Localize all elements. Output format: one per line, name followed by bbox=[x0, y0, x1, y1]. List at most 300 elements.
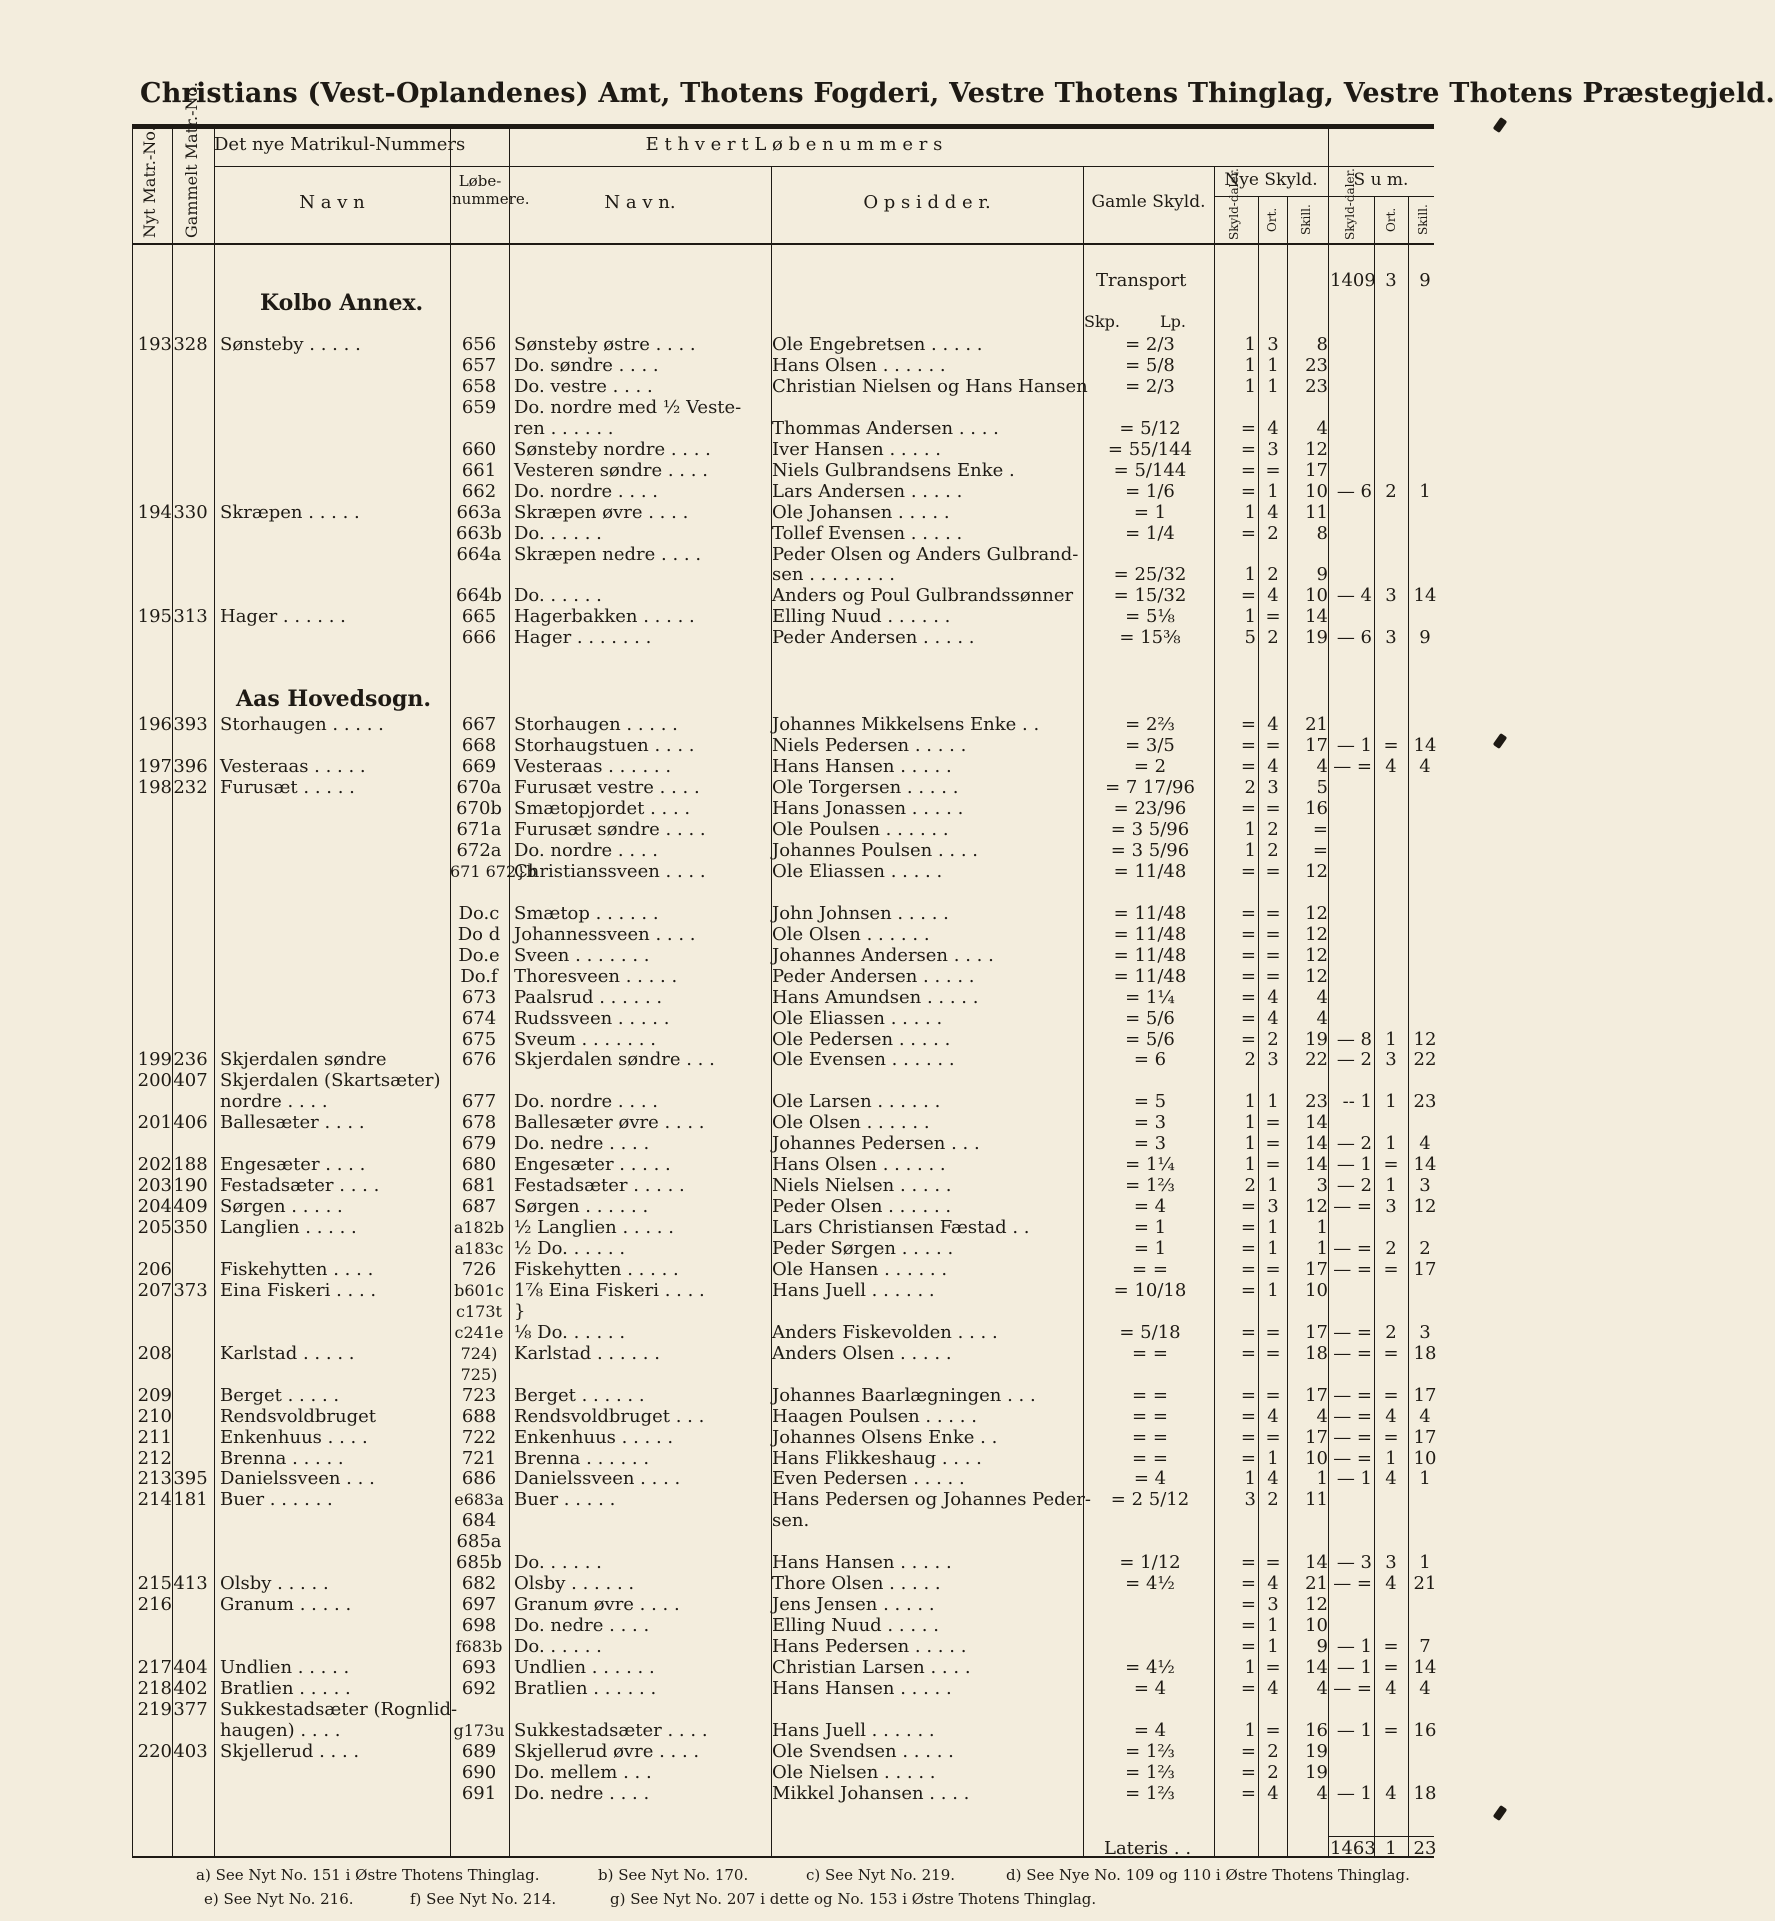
cell-s3: 3 bbox=[1419, 1175, 1431, 1197]
cell-s1: — 6 bbox=[1336, 480, 1372, 502]
cell-gam bbox=[168, 1343, 213, 1365]
cell-opsid: Johannes Olsens Enke . . bbox=[772, 1426, 998, 1448]
cell-s2: 1 bbox=[1385, 1447, 1397, 1469]
cell-s2 bbox=[1376, 376, 1406, 398]
cell-gs: = 1 bbox=[1133, 1217, 1167, 1239]
cell-lname bbox=[514, 882, 769, 904]
cell-n1: = bbox=[1240, 1384, 1256, 1406]
cell-n2: 1 bbox=[1267, 1217, 1279, 1239]
cell-name: Sukkestadsæter (Rognlid- bbox=[220, 1698, 458, 1720]
cell-n3: 4 bbox=[1316, 1782, 1328, 1804]
cell-nyt: 219 bbox=[137, 1698, 172, 1720]
cell-nyt bbox=[130, 903, 172, 925]
cell-nyt bbox=[130, 523, 172, 545]
cell-lob: 671a bbox=[456, 819, 502, 840]
cell-lob: 658 bbox=[461, 375, 497, 397]
cell-nyt bbox=[130, 1322, 172, 1344]
cell-lname: Bratlien . . . . . . bbox=[514, 1677, 657, 1699]
cell-opsid: Hans Jonassen . . . . . bbox=[772, 798, 964, 820]
cell-nyt bbox=[130, 1238, 172, 1260]
footnote-d: d) See Nye No. 109 og 110 i Østre Thotens Thinglag. bbox=[1006, 1866, 1410, 1884]
cell-n3 bbox=[1288, 1510, 1328, 1532]
cell-name bbox=[220, 903, 450, 925]
cell-name bbox=[220, 1636, 450, 1658]
col-line-7 bbox=[1214, 166, 1215, 1856]
cell-lname: Do. søndre . . . . bbox=[514, 354, 659, 376]
header-nye-daler: Skyld-daler. bbox=[1227, 168, 1241, 240]
ink-mark bbox=[1493, 117, 1508, 133]
cell-s1 bbox=[1330, 1280, 1372, 1302]
cell-s1: — = bbox=[1333, 756, 1372, 778]
cell-lname: Olsby . . . . . . bbox=[514, 1573, 635, 1595]
cell-s2: = bbox=[1383, 1636, 1399, 1658]
cell-s2 bbox=[1376, 439, 1406, 461]
cell-lname: Skjellerud øvre . . . . bbox=[514, 1740, 700, 1762]
cell-lob: 676 bbox=[461, 1049, 497, 1071]
cell-name bbox=[220, 1615, 450, 1637]
cell-n1: 1 bbox=[1244, 1468, 1256, 1490]
cell-name: Engesæter . . . . bbox=[220, 1154, 366, 1176]
cell-s1: — 1 bbox=[1336, 1154, 1372, 1176]
cell-s1: — = bbox=[1333, 1258, 1372, 1280]
cell-n3 bbox=[1288, 397, 1328, 419]
cell-n2: 2 bbox=[1267, 522, 1279, 544]
cell-n1: 1 bbox=[1244, 375, 1256, 397]
cell-lob: 675 bbox=[461, 1028, 497, 1050]
cell-gam bbox=[168, 418, 213, 440]
cell-opsid: Niels Nielsen . . . . . bbox=[772, 1175, 952, 1197]
cell-name: Skræpen . . . . . bbox=[220, 501, 360, 523]
cell-n1: 1 bbox=[1244, 564, 1256, 586]
cell-s1 bbox=[1330, 1531, 1372, 1553]
cell-nyt: 199 bbox=[137, 1049, 172, 1071]
cell-s2: = bbox=[1383, 1342, 1399, 1364]
cell-lname: Storhaugen . . . . . bbox=[514, 714, 678, 736]
cell-s3 bbox=[1410, 1615, 1440, 1637]
cell-n2: = bbox=[1265, 944, 1281, 966]
cell-gs: = 1 bbox=[1133, 501, 1167, 523]
cell-s2 bbox=[1376, 903, 1406, 925]
cell-n3: 10 bbox=[1305, 1615, 1328, 1637]
cell-n3: 10 bbox=[1305, 1279, 1328, 1301]
cell-nyt: 207 bbox=[137, 1279, 172, 1301]
cell-n3 bbox=[1288, 1699, 1328, 1721]
cell-lname: Fiskehytten . . . . . bbox=[514, 1258, 679, 1280]
cell-s2 bbox=[1376, 861, 1406, 883]
cell-n1: = bbox=[1240, 1258, 1256, 1280]
cell-n1: = bbox=[1240, 923, 1256, 945]
cell-gam bbox=[168, 1552, 213, 1574]
cell-lname: Berget . . . . . . bbox=[514, 1384, 645, 1406]
cell-s3: 14 bbox=[1413, 1154, 1437, 1176]
cell-opsid: Ole Larsen . . . . . . bbox=[772, 1091, 941, 1113]
header-nye-ort: Ort. bbox=[1265, 207, 1279, 233]
cell-n1: = bbox=[1240, 1740, 1256, 1762]
cell-n3: 4 bbox=[1316, 756, 1328, 778]
cell-nyt bbox=[130, 1133, 172, 1155]
cell-gs: = 11/48 bbox=[1113, 944, 1187, 966]
cell-opsid: Hans Olsen . . . . . . bbox=[772, 1154, 946, 1176]
cell-gam: 409 bbox=[173, 1196, 208, 1218]
cell-n1: = bbox=[1240, 714, 1256, 736]
cell-opsid: Hans Juell . . . . . . bbox=[772, 1279, 935, 1301]
cell-gam bbox=[168, 1427, 213, 1449]
cell-n3: 4 bbox=[1316, 1405, 1328, 1427]
cell-s1: — 1 bbox=[1336, 1782, 1372, 1804]
cell-s2: 1 bbox=[1385, 1133, 1397, 1155]
cell-opsid: sen . . . . . . . . bbox=[772, 564, 896, 586]
cell-opsid: Ole Svendsen . . . . . bbox=[772, 1740, 954, 1762]
cell-s3 bbox=[1410, 439, 1440, 461]
cell-n3: 12 bbox=[1305, 902, 1328, 924]
cell-name: Storhaugen . . . . . bbox=[220, 714, 384, 736]
cell-nyt bbox=[130, 564, 172, 586]
cell-gs bbox=[1088, 1615, 1212, 1637]
cell-lob: 684 bbox=[461, 1510, 497, 1532]
cell-name bbox=[220, 1531, 450, 1553]
cell-s2 bbox=[1376, 798, 1406, 820]
cell-n2: = bbox=[1265, 1384, 1281, 1406]
cell-name: Langlien . . . . . bbox=[220, 1217, 357, 1239]
cell-s3: 23 bbox=[1413, 1091, 1437, 1113]
cell-s2 bbox=[1376, 1364, 1406, 1386]
header-ethvert: E t h v e r t L ø b e n u m m e r s bbox=[645, 134, 943, 155]
cell-gam: 395 bbox=[173, 1468, 208, 1490]
cell-lob: g173u bbox=[453, 1720, 505, 1740]
cell-lob: 682 bbox=[461, 1573, 497, 1595]
cell-n2 bbox=[1260, 1531, 1286, 1553]
cell-n3: 5 bbox=[1316, 777, 1328, 799]
cell-n1 bbox=[1218, 1510, 1256, 1532]
cell-n1: = bbox=[1240, 1782, 1256, 1804]
cell-nyt bbox=[130, 840, 172, 862]
cell-n1 bbox=[1218, 1531, 1256, 1553]
cell-opsid: Johannes Poulsen . . . . bbox=[772, 839, 978, 861]
cell-n2: 3 bbox=[1267, 334, 1279, 355]
cell-n3: 8 bbox=[1316, 522, 1328, 544]
cell-opsid: Johannes Baarlægningen . . . bbox=[772, 1384, 1036, 1406]
cell-lname: ½ Langlien . . . . . bbox=[514, 1217, 674, 1239]
cell-n1 bbox=[1218, 882, 1256, 904]
cell-s1 bbox=[1330, 1070, 1372, 1092]
cell-opsid: Hans Pedersen . . . . . bbox=[772, 1636, 967, 1658]
cell-s2 bbox=[1376, 1510, 1406, 1532]
cell-n3: 19 bbox=[1305, 1761, 1328, 1783]
cell-s3 bbox=[1410, 1699, 1440, 1721]
cell-s2: 1 bbox=[1385, 1028, 1397, 1050]
cell-lob: 671 672}b bbox=[450, 861, 537, 881]
cell-s1: — 6 bbox=[1336, 627, 1372, 649]
cell-n1: 1 bbox=[1244, 606, 1256, 628]
cell-s1: — 1 bbox=[1336, 1657, 1372, 1678]
cell-opsid: Hans Hansen . . . . . bbox=[772, 1552, 952, 1574]
cell-n1: = bbox=[1240, 417, 1256, 439]
cell-s3 bbox=[1410, 798, 1440, 820]
cell-opsid: Niels Pedersen . . . . . bbox=[772, 735, 967, 757]
unit-skp: Skp. bbox=[1084, 312, 1120, 331]
cell-nyt: 206 bbox=[137, 1258, 172, 1280]
header-subrule-1 bbox=[214, 166, 1434, 167]
cell-lob bbox=[450, 564, 508, 586]
cell-n2: 1 bbox=[1267, 1615, 1279, 1637]
cell-s1 bbox=[1330, 987, 1372, 1009]
cell-lob: a182b bbox=[453, 1218, 505, 1238]
cell-n2: 1 bbox=[1267, 1447, 1279, 1469]
cell-name: Karlstad . . . . . bbox=[220, 1342, 355, 1364]
cell-s2: 3 bbox=[1385, 585, 1397, 607]
cell-s2: = bbox=[1383, 735, 1399, 757]
cell-gam: 328 bbox=[173, 334, 208, 355]
cell-name bbox=[220, 1029, 450, 1051]
cell-gs: = 5⅛ bbox=[1125, 606, 1175, 628]
cell-name: Buer . . . . . . bbox=[220, 1489, 333, 1511]
cell-gam bbox=[168, 1762, 213, 1784]
cell-name: nordre . . . . bbox=[220, 1091, 328, 1113]
cell-n3: 12 bbox=[1305, 860, 1328, 882]
cell-gam: 236 bbox=[173, 1049, 208, 1071]
cell-n3 bbox=[1288, 1531, 1328, 1553]
cell-lname: Do. nedre . . . . bbox=[514, 1782, 650, 1804]
cell-gam bbox=[168, 1510, 213, 1532]
cell-s2 bbox=[1376, 460, 1406, 482]
cell-n2: = bbox=[1265, 1657, 1281, 1678]
cell-n1: = bbox=[1240, 1677, 1256, 1699]
cell-s1 bbox=[1330, 1594, 1372, 1616]
cell-lob: a183c bbox=[454, 1239, 504, 1258]
cell-nyt bbox=[130, 1008, 172, 1030]
cell-gam bbox=[168, 627, 213, 649]
cell-n1: = bbox=[1240, 1279, 1256, 1301]
cell-gam: 406 bbox=[173, 1112, 208, 1134]
cell-opsid bbox=[772, 1699, 1082, 1721]
cell-s2: = bbox=[1383, 1384, 1399, 1406]
cell-n3: 21 bbox=[1305, 1573, 1328, 1595]
cell-s1: — = bbox=[1333, 1447, 1372, 1469]
cell-s2 bbox=[1376, 418, 1406, 440]
cell-s1 bbox=[1330, 903, 1372, 925]
cell-lname bbox=[514, 1364, 769, 1386]
cell-lob: 663b bbox=[456, 522, 502, 544]
cell-name bbox=[220, 924, 450, 946]
cell-s3 bbox=[1410, 1217, 1440, 1239]
cell-s3: 16 bbox=[1413, 1719, 1437, 1741]
cell-n1: = bbox=[1240, 1552, 1256, 1574]
cell-lob: 670b bbox=[456, 798, 502, 820]
cell-gam: 402 bbox=[173, 1677, 208, 1699]
cell-s2: 4 bbox=[1385, 1677, 1397, 1699]
cell-s2 bbox=[1376, 1008, 1406, 1030]
cell-s1: — 2 bbox=[1336, 1049, 1372, 1071]
cell-s3: 17 bbox=[1413, 1426, 1437, 1448]
cell-gam bbox=[168, 1301, 213, 1323]
cell-gs bbox=[1088, 1636, 1212, 1658]
cell-n2: 1 bbox=[1267, 1279, 1279, 1301]
cell-n1: 1 bbox=[1244, 819, 1256, 840]
cell-nyt: 203 bbox=[137, 1175, 172, 1197]
cell-gs: = = bbox=[1132, 1405, 1168, 1427]
cell-lob: 726 bbox=[461, 1258, 497, 1280]
cell-opsid: Peder Andersen . . . . . bbox=[772, 965, 975, 987]
cell-n2: 4 bbox=[1267, 986, 1279, 1008]
cell-n2: = bbox=[1265, 798, 1281, 820]
cell-gs bbox=[1088, 544, 1212, 566]
col-line-10 bbox=[1328, 126, 1329, 1856]
cell-n2: 2 bbox=[1267, 1740, 1279, 1762]
cell-gam bbox=[168, 1531, 213, 1553]
cell-gs: = 3 bbox=[1133, 1133, 1167, 1155]
cell-n3: 19 bbox=[1305, 627, 1328, 649]
cell-gs: = 15/32 bbox=[1113, 585, 1187, 607]
cell-s2 bbox=[1376, 1741, 1406, 1763]
cell-lob bbox=[450, 1070, 508, 1092]
cell-lname: Skjerdalen søndre . . . bbox=[514, 1049, 715, 1071]
cell-opsid: Ole Poulsen . . . . . . bbox=[772, 819, 949, 840]
cell-n3: 4 bbox=[1316, 1007, 1328, 1029]
cell-lname: Brenna . . . . . . bbox=[514, 1447, 650, 1469]
cell-gs bbox=[1088, 882, 1212, 904]
cell-s1 bbox=[1330, 1217, 1372, 1239]
cell-nyt bbox=[130, 439, 172, 461]
cell-lob: 725) bbox=[460, 1364, 498, 1384]
cell-nyt bbox=[130, 1552, 172, 1574]
col-line-11 bbox=[1374, 196, 1375, 1856]
cell-s2: 4 bbox=[1385, 1782, 1397, 1804]
cell-s2 bbox=[1376, 334, 1406, 356]
cell-n3: 12 bbox=[1305, 1594, 1328, 1616]
cell-nyt: 214 bbox=[137, 1489, 172, 1511]
cell-s3: 4 bbox=[1419, 1677, 1431, 1699]
cell-nyt bbox=[130, 1364, 172, 1386]
cell-gam: 404 bbox=[173, 1657, 208, 1678]
col-line-12 bbox=[1408, 196, 1409, 1856]
cell-lname: Do. . . . . . bbox=[514, 585, 602, 607]
cell-lob: 722 bbox=[461, 1426, 497, 1448]
cell-opsid: Ole Hansen . . . . . . bbox=[772, 1258, 948, 1280]
cell-opsid: Thore Olsen . . . . . bbox=[772, 1573, 941, 1595]
cell-nyt bbox=[130, 397, 172, 419]
cell-n3: = bbox=[1312, 839, 1328, 861]
lateris-label: Lateris . . bbox=[1104, 1838, 1192, 1859]
cell-n3: 18 bbox=[1305, 1342, 1328, 1364]
cell-opsid: Peder Olsen og Anders Gulbrand- bbox=[772, 543, 1079, 565]
cell-opsid: Ole Johansen . . . . . bbox=[772, 501, 950, 523]
cell-nyt: 196 bbox=[137, 714, 172, 736]
cell-gs: = 2⅔ bbox=[1125, 714, 1175, 736]
cell-opsid: Niels Gulbrandsens Enke . bbox=[772, 459, 1015, 481]
cell-n3: 14 bbox=[1305, 1657, 1328, 1678]
cell-n1: = bbox=[1240, 1238, 1256, 1259]
cell-s1: — = bbox=[1333, 1426, 1372, 1448]
cell-lob: 674 bbox=[461, 1007, 497, 1029]
cell-s1: — 8 bbox=[1336, 1028, 1372, 1050]
cell-opsid: Hans Juell . . . . . . bbox=[772, 1719, 935, 1741]
cell-nyt bbox=[130, 1531, 172, 1553]
cell-gam bbox=[168, 1720, 213, 1742]
cell-n1: 1 bbox=[1244, 1133, 1256, 1155]
cell-n1: = bbox=[1240, 1028, 1256, 1050]
cell-n1: = bbox=[1240, 585, 1256, 607]
cell-gam: 188 bbox=[173, 1154, 208, 1176]
cell-n2: 2 bbox=[1267, 1489, 1279, 1511]
cell-lob: 672a bbox=[456, 839, 502, 861]
cell-lob: 656 bbox=[461, 334, 497, 355]
cell-name: Undlien . . . . . bbox=[220, 1657, 350, 1678]
cell-s2 bbox=[1376, 819, 1406, 841]
cell-name bbox=[220, 1008, 450, 1030]
cell-name: Brenna . . . . . bbox=[220, 1447, 344, 1469]
cell-s1 bbox=[1330, 882, 1372, 904]
cell-s3 bbox=[1410, 334, 1440, 356]
transport-s2: 3 bbox=[1385, 270, 1397, 291]
cell-n2: 2 bbox=[1267, 1761, 1279, 1783]
cell-lname: Do. nordre . . . . bbox=[514, 839, 658, 861]
cell-s2 bbox=[1376, 1112, 1406, 1134]
cell-s2 bbox=[1376, 523, 1406, 545]
lateris-s3: 23 bbox=[1413, 1838, 1437, 1859]
cell-nyt bbox=[130, 735, 172, 757]
cell-n3: 1 bbox=[1316, 1238, 1328, 1259]
cell-n2: 4 bbox=[1267, 1782, 1279, 1804]
cell-n1: 2 bbox=[1244, 777, 1256, 799]
cell-gs bbox=[1088, 1364, 1212, 1386]
cell-nyt bbox=[130, 798, 172, 820]
cell-n2: = bbox=[1265, 902, 1281, 924]
cell-opsid: Peder Olsen . . . . . . bbox=[772, 1196, 952, 1218]
cell-name: Rendsvoldbruget bbox=[220, 1405, 376, 1427]
cell-s1 bbox=[1330, 1615, 1372, 1637]
header-sum: S u m. bbox=[1353, 170, 1409, 190]
cell-gs: = 5/8 bbox=[1125, 354, 1175, 376]
cell-s2: = bbox=[1383, 1719, 1399, 1741]
cell-gam bbox=[168, 523, 213, 545]
cell-gs: = 25/32 bbox=[1113, 564, 1187, 586]
cell-opsid: Anders Olsen . . . . . bbox=[772, 1342, 952, 1364]
cell-nyt: 216 bbox=[137, 1594, 172, 1616]
cell-lname: Do. . . . . . bbox=[514, 522, 602, 544]
cell-s1 bbox=[1330, 334, 1372, 356]
cell-gs: = 4 bbox=[1133, 1196, 1167, 1218]
cell-lname: Do. mellem . . . bbox=[514, 1761, 652, 1783]
cell-n2 bbox=[1260, 397, 1286, 419]
cell-name: Sønsteby . . . . . bbox=[220, 334, 361, 355]
cell-n2: = bbox=[1265, 459, 1281, 481]
section-aas: Aas Hovedsogn. bbox=[236, 686, 432, 712]
cell-lob: 687 bbox=[461, 1196, 497, 1218]
cell-n2: 3 bbox=[1267, 1049, 1279, 1071]
cell-lname: Storhaugstuen . . . . bbox=[514, 735, 695, 757]
cell-n2 bbox=[1260, 1070, 1286, 1092]
cell-gs bbox=[1088, 1070, 1212, 1092]
cell-s2: = bbox=[1383, 1258, 1399, 1280]
cell-name bbox=[220, 397, 450, 419]
cell-opsid: John Johnsen . . . . . bbox=[772, 902, 949, 924]
cell-n3: 14 bbox=[1305, 606, 1328, 628]
cell-lname: Granum øvre . . . . bbox=[514, 1594, 680, 1616]
cell-name: Sørgen . . . . . bbox=[220, 1196, 343, 1218]
cell-lob: 662 bbox=[461, 480, 497, 502]
cell-lname: Sukkestadsæter . . . . bbox=[514, 1719, 708, 1741]
cell-gs: = = bbox=[1132, 1426, 1168, 1448]
header-lobenummere: Løbe-nummere. bbox=[452, 172, 530, 208]
cell-gs: = 15⅜ bbox=[1119, 627, 1181, 649]
cell-s3: 1 bbox=[1419, 1468, 1431, 1490]
cell-gs: = 11/48 bbox=[1113, 965, 1187, 987]
cell-s3: 17 bbox=[1413, 1258, 1437, 1280]
cell-n3: 12 bbox=[1305, 923, 1328, 945]
cell-n1: = bbox=[1240, 1321, 1256, 1343]
cell-lname: Enkenhuus . . . . . bbox=[514, 1426, 674, 1448]
cell-name: Granum . . . . . bbox=[220, 1594, 352, 1616]
